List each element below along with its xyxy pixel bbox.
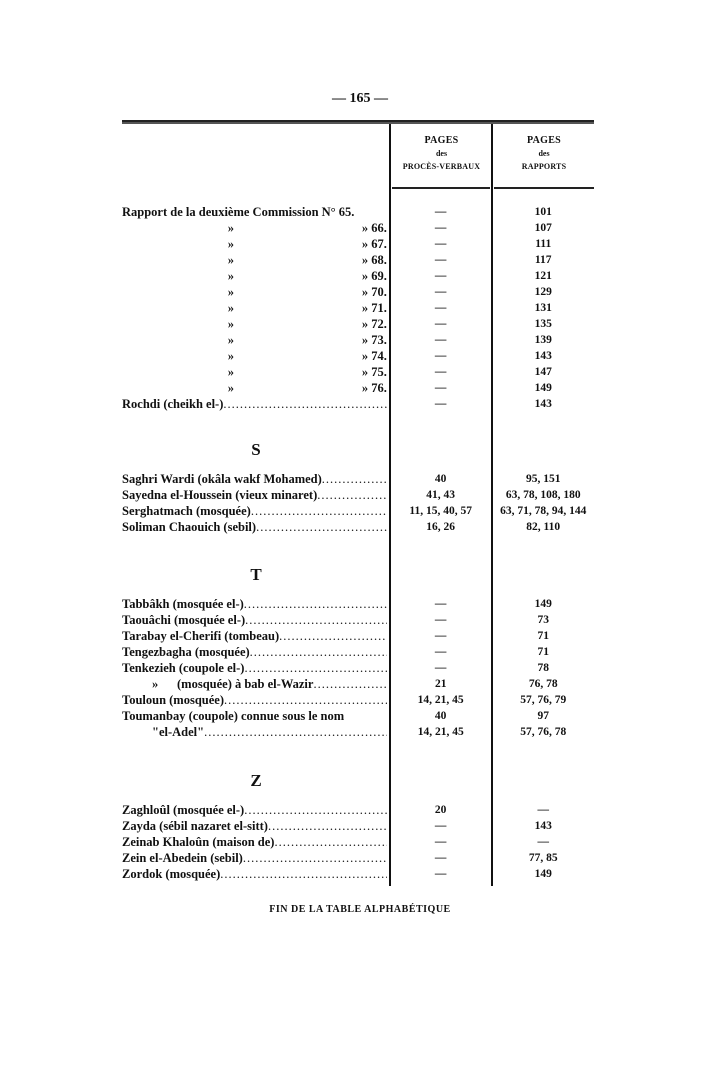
pages-proces-verbaux: 14, 21, 45 <box>417 726 464 738</box>
entry-name: Zordok (mosquée) <box>122 867 221 881</box>
table-row <box>122 348 594 364</box>
table-row <box>122 316 594 332</box>
dot-leader <box>243 850 387 866</box>
section-letter: S <box>251 440 261 459</box>
pages-proces-verbaux: — <box>434 318 447 330</box>
entry-label <box>122 676 387 692</box>
ditto-mark: » <box>227 221 234 235</box>
pages-proces-verbaux: — <box>434 398 447 410</box>
table-row <box>122 396 594 412</box>
pages-rapports: 117 <box>534 254 552 266</box>
pages-rapports: 143 <box>534 398 552 410</box>
pages-rapports: — <box>537 804 549 816</box>
pages-proces-verbaux: — <box>434 270 447 282</box>
table-row <box>122 487 594 503</box>
report-number: » 76. <box>361 381 387 395</box>
entry-name: Rapport de la deuxième Commission N° 65. <box>122 205 355 219</box>
section-letter: T <box>250 565 262 584</box>
entry-name: » (mosquée) à bab el-Wazir <box>152 677 314 691</box>
pages-rapports: 76, 78 <box>528 678 558 690</box>
table-row <box>122 471 594 487</box>
pages-rapports: 101 <box>534 206 552 218</box>
table-row <box>122 724 594 740</box>
pages-proces-verbaux: — <box>434 238 447 250</box>
dot-leader <box>274 834 386 850</box>
dot-leader <box>223 396 386 412</box>
report-number: » 74. <box>361 349 387 363</box>
table-row <box>122 236 594 252</box>
pages-proces-verbaux: 14, 21, 45 <box>417 694 464 706</box>
entry-name: Serghatmach (mosquée) <box>122 504 251 518</box>
top-rule <box>122 120 594 124</box>
table-row <box>122 204 594 220</box>
pages-proces-verbaux: — <box>434 630 447 642</box>
ditto-mark: » <box>227 317 234 331</box>
entry-label <box>122 724 387 740</box>
dot-leader <box>279 628 387 644</box>
entry-label <box>122 850 387 866</box>
report-number: » 68. <box>361 253 387 267</box>
entry-label <box>122 268 387 284</box>
entry-name: Tarabay el-Cherifi (tombeau) <box>122 629 280 643</box>
dot-leader <box>268 818 387 834</box>
pages-proces-verbaux: — <box>434 836 447 848</box>
table-row <box>122 284 594 300</box>
entry-label <box>122 204 387 220</box>
report-number: » 69. <box>361 269 387 283</box>
pages-rapports: 111 <box>535 238 552 250</box>
table-row <box>122 380 594 396</box>
pages-rapports: 143 <box>534 350 552 362</box>
pages-rapports: 121 <box>534 270 552 282</box>
pages-proces-verbaux: — <box>434 302 447 314</box>
entry-name: "el-Adel" <box>152 725 205 739</box>
entry-label <box>122 380 387 396</box>
pages-proces-verbaux: 21 <box>434 678 447 690</box>
report-number: » 73. <box>361 333 387 347</box>
entry-label <box>122 644 387 660</box>
pages-rapports: 73 <box>537 614 549 626</box>
dot-leader <box>250 644 387 660</box>
entry-label <box>122 818 387 834</box>
table-row <box>122 676 594 692</box>
table-row <box>122 300 594 316</box>
table-row <box>122 692 594 708</box>
table-row <box>122 332 594 348</box>
entry-name: Touloun (mosquée) <box>122 693 224 707</box>
dot-leader <box>244 596 387 612</box>
pages-proces-verbaux: — <box>434 614 447 626</box>
entry-label <box>122 834 387 850</box>
pages-proces-verbaux: — <box>434 350 447 362</box>
pages-rapports: 131 <box>534 302 552 314</box>
table-row <box>122 252 594 268</box>
pages-rapports: 77, 85 <box>528 852 558 864</box>
header-line: RAPPORTS <box>521 162 567 171</box>
ditto-mark: » <box>227 301 234 315</box>
table-row <box>122 268 594 284</box>
index-section <box>122 564 594 740</box>
dot-leader <box>317 487 387 503</box>
pages-proces-verbaux: — <box>434 868 447 880</box>
entry-label <box>122 316 387 332</box>
entry-name: Zayda (sébil nazaret el-sitt) <box>122 819 268 833</box>
table-row <box>122 866 594 882</box>
entry-label <box>122 348 387 364</box>
entry-name: Rochdi (cheikh el-) <box>122 397 224 411</box>
entry-name: Saghri Wardi (okâla wakf Mohamed) <box>122 472 322 486</box>
entry-label <box>122 300 387 316</box>
pages-rapports: 135 <box>534 318 552 330</box>
pages-rapports: 71 <box>537 646 549 658</box>
table-row <box>122 612 594 628</box>
entry-label <box>122 660 387 676</box>
dot-leader <box>244 660 386 676</box>
dot-leader <box>204 724 387 740</box>
pages-proces-verbaux: 20 <box>434 804 447 816</box>
table-row <box>122 802 594 818</box>
pages-proces-verbaux: 41, 43 <box>426 489 456 501</box>
entry-name: Zeinab Khaloûn (maison de) <box>122 835 275 849</box>
pages-proces-verbaux: — <box>434 852 447 864</box>
entry-label <box>122 220 387 236</box>
pages-rapports: 107 <box>534 222 552 234</box>
pages-rapports: 63, 78, 108, 180 <box>505 489 581 501</box>
report-number: » 75. <box>361 365 387 379</box>
entry-label <box>122 396 387 412</box>
entry-label <box>122 708 387 724</box>
entry-label <box>122 252 387 268</box>
table-row <box>122 628 594 644</box>
entry-label <box>122 802 387 818</box>
table-row <box>122 503 594 519</box>
pages-rapports: 82, 110 <box>526 521 561 533</box>
column-header-proces-verbaux <box>392 134 491 173</box>
table-row <box>122 660 594 676</box>
report-number: » 72. <box>361 317 387 331</box>
report-number: » 70. <box>361 285 387 299</box>
entry-label <box>122 236 387 252</box>
header-line: PROCÈS-VERBAUX <box>402 162 481 171</box>
entry-name: Tengezbagha (mosquée) <box>122 645 250 659</box>
pages-proces-verbaux: 16, 26 <box>426 521 456 533</box>
dot-leader <box>245 612 387 628</box>
header-underline <box>494 187 594 189</box>
entry-name: Zaghloûl (mosquée el-) <box>122 803 245 817</box>
table-row <box>122 818 594 834</box>
pages-proces-verbaux: — <box>434 366 447 378</box>
pages-rapports: 129 <box>534 286 552 298</box>
pages-rapports: 63, 71, 78, 94, 144 <box>500 505 587 517</box>
entry-label <box>122 503 387 519</box>
pages-proces-verbaux: — <box>434 254 447 266</box>
pages-rapports: 78 <box>537 662 549 674</box>
pages-proces-verbaux: 40 <box>434 473 447 485</box>
section-letter: Z <box>250 771 262 790</box>
dot-leader <box>256 519 387 535</box>
pages-rapports: 149 <box>534 382 552 394</box>
pages-proces-verbaux: — <box>434 382 447 394</box>
entry-label <box>122 596 387 612</box>
dot-leader <box>313 676 386 692</box>
pages-rapports: 147 <box>534 366 552 378</box>
pages-proces-verbaux: 40 <box>434 710 447 722</box>
pages-proces-verbaux: — <box>434 662 447 674</box>
entry-label <box>122 471 387 487</box>
header-underline <box>392 187 490 189</box>
pages-rapports: 57, 76, 78 <box>520 726 567 738</box>
index-section <box>122 770 594 882</box>
entry-name: Toumanbay (coupole) connue sous le nom <box>122 709 345 723</box>
entry-label <box>122 332 387 348</box>
index-section <box>122 439 594 535</box>
table-row <box>122 596 594 612</box>
page-number: — 165 — <box>332 91 388 106</box>
dot-leader <box>224 692 387 708</box>
dot-leader <box>220 866 387 882</box>
entry-label <box>122 866 387 882</box>
pages-rapports: 149 <box>534 598 552 610</box>
header-line: des <box>435 149 448 158</box>
table-row <box>122 834 594 850</box>
pages-proces-verbaux: 11, 15, 40, 57 <box>409 505 472 517</box>
header-line: PAGES <box>526 135 562 146</box>
entry-label <box>122 284 387 300</box>
entry-label <box>122 519 387 535</box>
ditto-mark: » <box>227 237 234 251</box>
ditto-mark: » <box>227 349 234 363</box>
entry-label <box>122 364 387 380</box>
table-row <box>122 364 594 380</box>
pages-rapports: 149 <box>534 868 552 880</box>
dot-leader <box>244 802 387 818</box>
column-header-rapports <box>494 134 594 173</box>
ditto-mark: » <box>227 333 234 347</box>
pages-rapports: 71 <box>537 630 549 642</box>
entry-name: Zein el-Abedein (sebil) <box>122 851 243 865</box>
entry-name: Sayedna el-Houssein (vieux minaret) <box>122 488 318 502</box>
pages-rapports: 95, 151 <box>525 473 561 485</box>
table-row <box>122 708 594 724</box>
entry-label <box>122 692 387 708</box>
pages-proces-verbaux: — <box>434 206 447 218</box>
entry-name: Soliman Chaouich (sebil) <box>122 520 257 534</box>
entry-name: Tenkezieh (coupole el-) <box>122 661 245 675</box>
entry-label <box>122 628 387 644</box>
pages-rapports: — <box>537 836 549 848</box>
pages-proces-verbaux: — <box>434 222 447 234</box>
pages-proces-verbaux: — <box>434 286 447 298</box>
report-number: » 66. <box>361 221 387 235</box>
table-row <box>122 850 594 866</box>
pages-proces-verbaux: — <box>434 646 447 658</box>
pages-proces-verbaux: — <box>434 598 447 610</box>
dot-leader <box>322 471 387 487</box>
pages-rapports: 57, 76, 79 <box>520 694 567 706</box>
ditto-mark: » <box>227 365 234 379</box>
table-row <box>122 519 594 535</box>
report-number: » 71. <box>361 301 387 315</box>
header-line: PAGES <box>424 135 459 146</box>
ditto-mark: » <box>227 381 234 395</box>
pages-rapports: 143 <box>534 820 552 832</box>
pages-proces-verbaux: — <box>434 820 447 832</box>
entry-label <box>122 487 387 503</box>
dot-leader <box>251 503 387 519</box>
pages-rapports: 139 <box>534 334 552 346</box>
table-row <box>122 220 594 236</box>
ditto-mark: » <box>227 269 234 283</box>
entry-name: Tabbâkh (mosquée el-) <box>122 597 244 611</box>
footer-note: FIN DE LA TABLE ALPHABÉTIQUE <box>269 904 451 915</box>
pages-proces-verbaux: — <box>434 334 447 346</box>
ditto-mark: » <box>227 285 234 299</box>
entry-label <box>122 612 387 628</box>
header-line: des <box>538 149 550 158</box>
ditto-mark: » <box>227 253 234 267</box>
entry-name: Taouâchi (mosquée el-) <box>122 613 246 627</box>
table-row <box>122 644 594 660</box>
report-number: » 67. <box>361 237 387 251</box>
index-section <box>122 204 594 412</box>
pages-rapports: 97 <box>537 710 549 722</box>
